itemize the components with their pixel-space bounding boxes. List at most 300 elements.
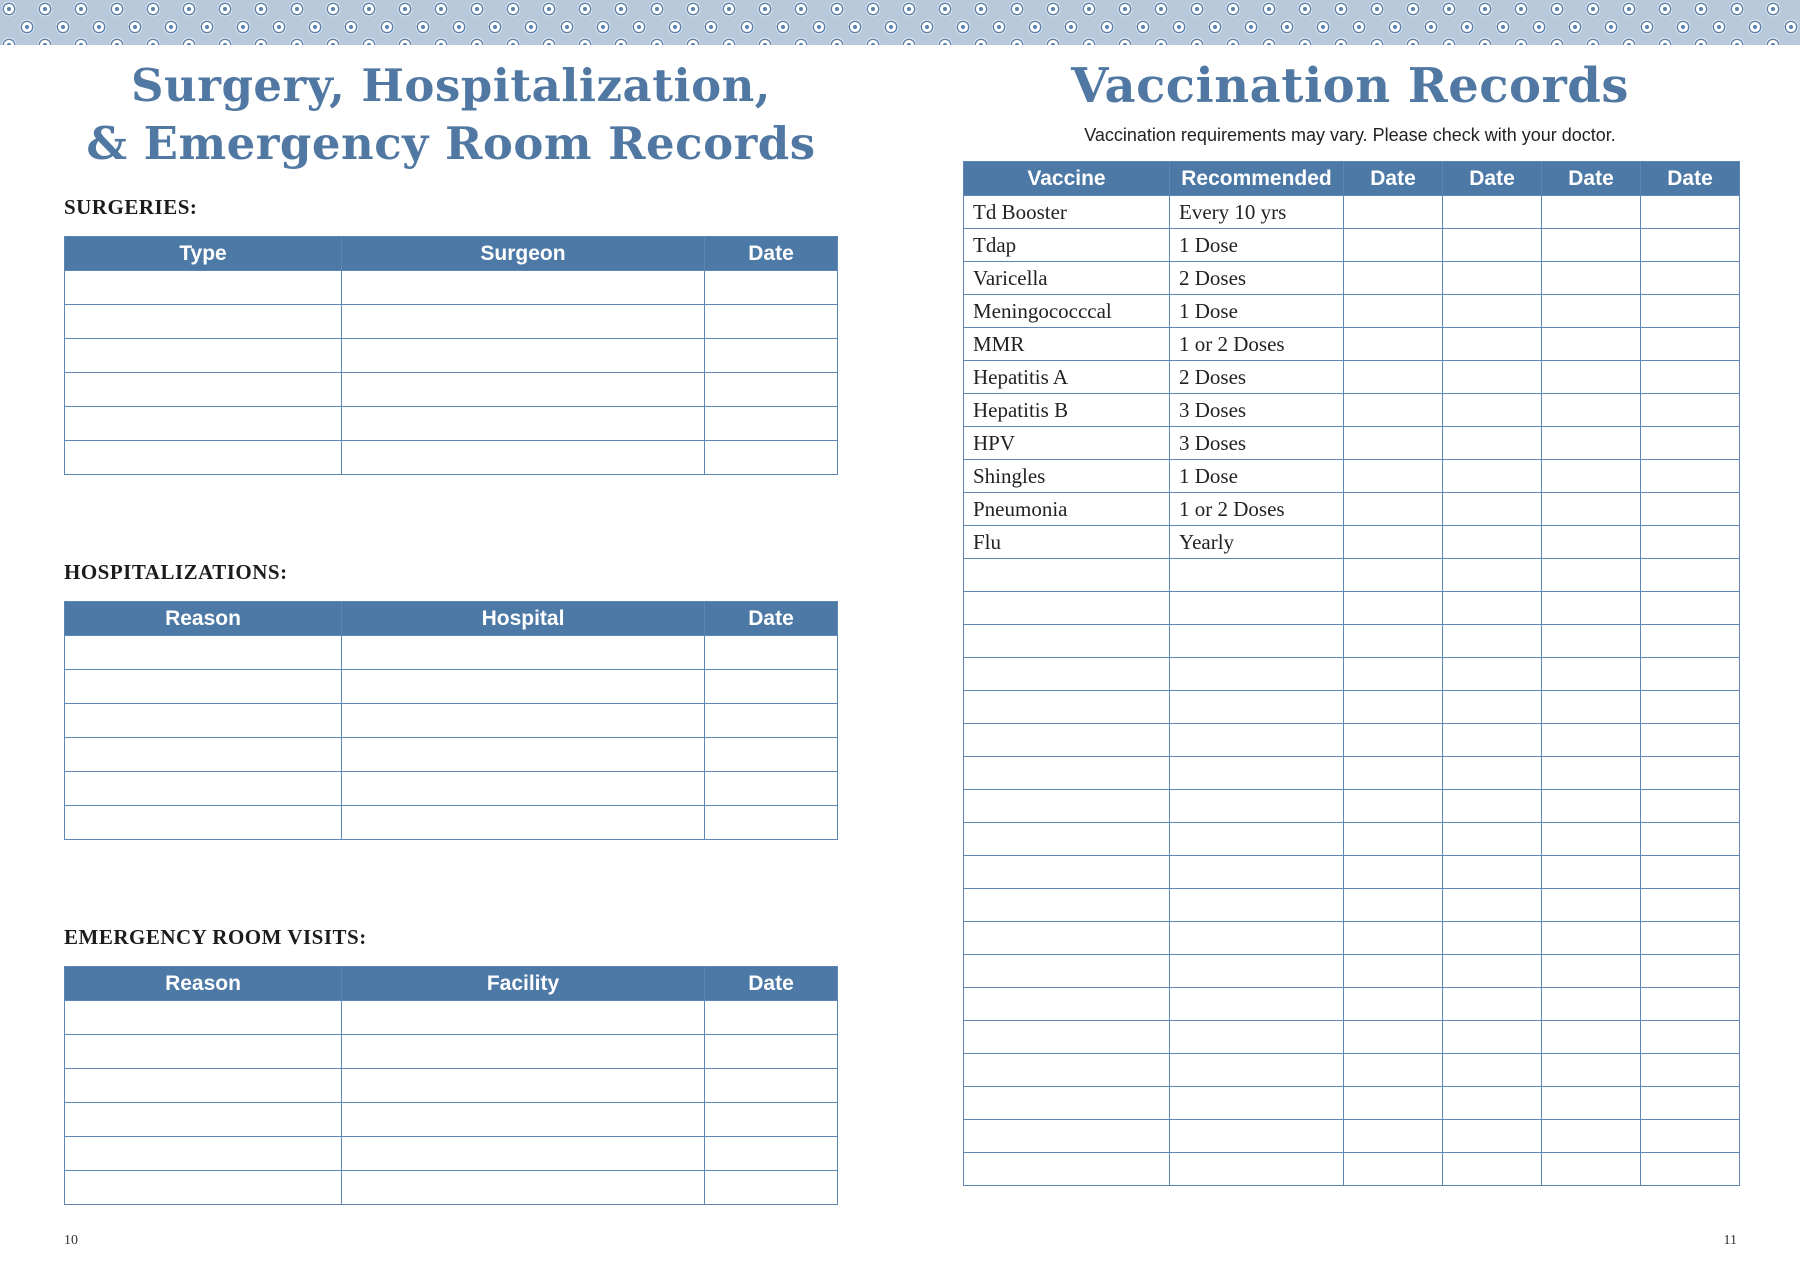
surgeries-table-row xyxy=(65,373,838,407)
vaccine-name-cell[interactable] xyxy=(964,625,1170,658)
surgeries-type-cell[interactable] xyxy=(65,373,342,407)
surgeries-surgeon-column-header: Surgeon xyxy=(342,237,705,271)
emergency-room-reason-column-header: Reason xyxy=(65,967,342,1001)
date-cell-1[interactable] xyxy=(1344,592,1443,625)
date-cell-1[interactable] xyxy=(1344,955,1443,988)
date-column-header-2: Date xyxy=(1443,162,1542,196)
vaccination-table-row xyxy=(964,625,1740,658)
recommended-dose-cell: 1 or 2 Doses xyxy=(1170,493,1344,526)
date-cell-3[interactable] xyxy=(1542,1120,1641,1153)
date-cell-3[interactable] xyxy=(1542,757,1641,790)
hospitalizations-date-cell[interactable] xyxy=(705,738,838,772)
date-cell-1[interactable] xyxy=(1344,1153,1443,1186)
hospitalizations-hospital-cell[interactable] xyxy=(342,738,705,772)
date-cell-3[interactable] xyxy=(1542,1021,1641,1054)
date-cell-4[interactable] xyxy=(1641,757,1740,790)
date-cell-1[interactable] xyxy=(1344,394,1443,427)
date-cell-4[interactable] xyxy=(1641,493,1740,526)
emergency-room-facility-cell[interactable] xyxy=(342,1069,705,1103)
recommended-dose-cell[interactable] xyxy=(1170,955,1344,988)
date-cell-2[interactable] xyxy=(1443,262,1542,295)
date-cell-4[interactable] xyxy=(1641,1120,1740,1153)
vaccine-name-cell[interactable] xyxy=(964,889,1170,922)
date-cell-1[interactable] xyxy=(1344,229,1443,262)
vaccine-name-cell[interactable] xyxy=(964,1153,1170,1186)
surgeries-date-cell[interactable] xyxy=(705,271,838,305)
date-cell-2[interactable] xyxy=(1443,328,1542,361)
hospitalizations-reason-cell[interactable] xyxy=(65,806,342,840)
vaccine-name-cell: Hepatitis B xyxy=(964,394,1170,427)
date-cell-1[interactable] xyxy=(1344,493,1443,526)
vaccination-table-row xyxy=(964,196,1740,229)
recommended-dose-cell: Every 10 yrs xyxy=(1170,196,1344,229)
date-cell-4[interactable] xyxy=(1641,526,1740,559)
date-cell-2[interactable] xyxy=(1443,757,1542,790)
vaccine-name-cell[interactable] xyxy=(964,691,1170,724)
date-cell-3[interactable] xyxy=(1542,493,1641,526)
date-cell-1[interactable] xyxy=(1344,361,1443,394)
hospitalizations-date-cell[interactable] xyxy=(705,636,838,670)
hospitalizations-hospital-cell[interactable] xyxy=(342,772,705,806)
emergency-room-visits-table-row xyxy=(65,1069,838,1103)
recommended-dose-cell[interactable] xyxy=(1170,1054,1344,1087)
recommended-dose-cell[interactable] xyxy=(1170,625,1344,658)
surgeries-date-cell[interactable] xyxy=(705,373,838,407)
vaccination-table-row xyxy=(964,493,1740,526)
hospitalizations-table-header-row xyxy=(65,602,838,636)
date-cell-4[interactable] xyxy=(1641,1054,1740,1087)
date-cell-1[interactable] xyxy=(1344,328,1443,361)
date-cell-4[interactable] xyxy=(1641,361,1740,394)
vaccination-table-row xyxy=(964,889,1740,922)
recommended-dose-cell[interactable] xyxy=(1170,790,1344,823)
hospitalizations-hospital-cell[interactable] xyxy=(342,704,705,738)
recommended-dose-cell[interactable] xyxy=(1170,856,1344,889)
date-cell-1[interactable] xyxy=(1344,1087,1443,1120)
vaccination-table-row xyxy=(964,559,1740,592)
date-cell-4[interactable] xyxy=(1641,427,1740,460)
hospitalizations-date-cell[interactable] xyxy=(705,670,838,704)
date-cell-3[interactable] xyxy=(1542,295,1641,328)
vaccine-name-cell[interactable] xyxy=(964,1087,1170,1120)
vaccination-table-row xyxy=(964,592,1740,625)
hospitalizations-hospital-cell[interactable] xyxy=(342,636,705,670)
vaccine-name-cell: Varicella xyxy=(964,262,1170,295)
vaccine-name-cell[interactable] xyxy=(964,823,1170,856)
date-cell-4[interactable] xyxy=(1641,625,1740,658)
date-cell-2[interactable] xyxy=(1443,856,1542,889)
recommended-dose-cell[interactable] xyxy=(1170,757,1344,790)
hospitalizations-reason-column-header: Reason xyxy=(65,602,342,636)
date-cell-4[interactable] xyxy=(1641,328,1740,361)
date-column-header-3: Date xyxy=(1542,162,1641,196)
vaccine-name-cell[interactable] xyxy=(964,955,1170,988)
date-cell-2[interactable] xyxy=(1443,592,1542,625)
recommended-dose-cell[interactable] xyxy=(1170,1153,1344,1186)
emergency-room-date-cell[interactable] xyxy=(705,1069,838,1103)
surgeries-date-cell[interactable] xyxy=(705,305,838,339)
date-cell-4[interactable] xyxy=(1641,460,1740,493)
date-cell-2[interactable] xyxy=(1443,889,1542,922)
left-page-title xyxy=(64,57,838,173)
date-cell-1[interactable] xyxy=(1344,691,1443,724)
vaccine-name-cell: Pneumonia xyxy=(964,493,1170,526)
date-cell-1[interactable] xyxy=(1344,889,1443,922)
date-cell-1[interactable] xyxy=(1344,427,1443,460)
vaccine-name-cell[interactable] xyxy=(964,1054,1170,1087)
surgeries-surgeon-cell[interactable] xyxy=(342,339,705,373)
hospitalizations-hospital-column-header: Hospital xyxy=(342,602,705,636)
date-cell-2[interactable] xyxy=(1443,625,1542,658)
date-cell-3[interactable] xyxy=(1542,955,1641,988)
surgeries-table xyxy=(64,236,838,475)
surgeries-type-cell[interactable] xyxy=(65,407,342,441)
surgeries-surgeon-cell[interactable] xyxy=(342,441,705,475)
emergency-room-facility-column-header: Facility xyxy=(342,967,705,1001)
hospitalizations-date-cell[interactable] xyxy=(705,704,838,738)
date-cell-3[interactable] xyxy=(1542,724,1641,757)
date-cell-3[interactable] xyxy=(1542,328,1641,361)
vaccination-table-row xyxy=(964,955,1740,988)
date-cell-2[interactable] xyxy=(1443,526,1542,559)
vaccination-table-row xyxy=(964,658,1740,691)
hospitalizations-reason-cell[interactable] xyxy=(65,704,342,738)
date-cell-1[interactable] xyxy=(1344,526,1443,559)
date-cell-3[interactable] xyxy=(1542,658,1641,691)
date-cell-3[interactable] xyxy=(1542,625,1641,658)
surgeries-date-column-header: Date xyxy=(705,237,838,271)
date-cell-4[interactable] xyxy=(1641,1153,1740,1186)
date-cell-4[interactable] xyxy=(1641,262,1740,295)
hospitalizations-table-row xyxy=(65,636,838,670)
hospitalizations-hospital-cell[interactable] xyxy=(342,806,705,840)
surgeries-type-column-header: Type xyxy=(65,237,342,271)
date-cell-1[interactable] xyxy=(1344,262,1443,295)
vaccine-name-cell[interactable] xyxy=(964,658,1170,691)
hospitalizations-table-row xyxy=(65,772,838,806)
date-cell-3[interactable] xyxy=(1542,559,1641,592)
recommended-dose-cell[interactable] xyxy=(1170,724,1344,757)
hospitalizations-reason-cell[interactable] xyxy=(65,772,342,806)
date-cell-3[interactable] xyxy=(1542,262,1641,295)
date-cell-1[interactable] xyxy=(1344,658,1443,691)
date-cell-2[interactable] xyxy=(1443,724,1542,757)
date-cell-2[interactable] xyxy=(1443,493,1542,526)
vaccine-name-cell[interactable] xyxy=(964,724,1170,757)
recommended-dose-cell: 2 Doses xyxy=(1170,361,1344,394)
date-cell-4[interactable] xyxy=(1641,988,1740,1021)
emergency-room-reason-cell[interactable] xyxy=(65,1137,342,1171)
date-cell-3[interactable] xyxy=(1542,889,1641,922)
surgeries-table-row xyxy=(65,407,838,441)
date-cell-2[interactable] xyxy=(1443,361,1542,394)
date-cell-1[interactable] xyxy=(1344,790,1443,823)
date-cell-4[interactable] xyxy=(1641,856,1740,889)
emergency-room-facility-cell[interactable] xyxy=(342,1137,705,1171)
date-cell-4[interactable] xyxy=(1641,823,1740,856)
date-cell-2[interactable] xyxy=(1443,955,1542,988)
emergency-room-date-cell[interactable] xyxy=(705,1001,838,1035)
date-cell-3[interactable] xyxy=(1542,229,1641,262)
hospitalizations-table-row xyxy=(65,704,838,738)
recommended-dose-cell: 1 Dose xyxy=(1170,460,1344,493)
emergency-room-facility-cell[interactable] xyxy=(342,1103,705,1137)
date-cell-3[interactable] xyxy=(1542,790,1641,823)
date-cell-3[interactable] xyxy=(1542,592,1641,625)
emergency-room-date-cell[interactable] xyxy=(705,1171,838,1205)
vaccine-name-cell[interactable] xyxy=(964,1021,1170,1054)
recommended-dose-cell[interactable] xyxy=(1170,1087,1344,1120)
surgeries-table-row xyxy=(65,339,838,373)
date-cell-3[interactable] xyxy=(1542,361,1641,394)
surgeries-surgeon-cell[interactable] xyxy=(342,373,705,407)
recommended-dose-cell: 1 Dose xyxy=(1170,295,1344,328)
page-number-left: 10 xyxy=(64,1233,78,1248)
date-cell-1[interactable] xyxy=(1344,460,1443,493)
hospitalizations-date-cell[interactable] xyxy=(705,806,838,840)
vaccination-table-row xyxy=(964,790,1740,823)
date-cell-2[interactable] xyxy=(1443,988,1542,1021)
emergency-room-facility-cell[interactable] xyxy=(342,1171,705,1205)
left-page-title-line-2: & Emergency Room Records xyxy=(86,117,816,170)
recommended-dose-cell: 1 Dose xyxy=(1170,229,1344,262)
recommended-dose-cell: 1 or 2 Doses xyxy=(1170,328,1344,361)
date-cell-3[interactable] xyxy=(1542,427,1641,460)
surgeries-date-cell[interactable] xyxy=(705,441,838,475)
vaccination-records-title: Vaccination Records xyxy=(1071,58,1629,114)
vaccination-table-row xyxy=(964,988,1740,1021)
date-cell-4[interactable] xyxy=(1641,592,1740,625)
emergency-room-reason-cell[interactable] xyxy=(65,1171,342,1205)
date-cell-1[interactable] xyxy=(1344,922,1443,955)
date-cell-3[interactable] xyxy=(1542,460,1641,493)
left-page-title-line-1: Surgery, Hospitalization, xyxy=(131,59,771,112)
vaccination-table-row xyxy=(964,229,1740,262)
vaccine-name-cell[interactable] xyxy=(964,856,1170,889)
date-cell-1[interactable] xyxy=(1344,856,1443,889)
date-cell-2[interactable] xyxy=(1443,823,1542,856)
hospitalizations-date-cell[interactable] xyxy=(705,772,838,806)
emergency-room-visits-table-row xyxy=(65,1171,838,1205)
date-cell-1[interactable] xyxy=(1344,823,1443,856)
date-cell-1[interactable] xyxy=(1344,757,1443,790)
date-cell-4[interactable] xyxy=(1641,1021,1740,1054)
date-cell-4[interactable] xyxy=(1641,889,1740,922)
vaccine-name-cell[interactable] xyxy=(964,988,1170,1021)
hospitalizations-date-column-header: Date xyxy=(705,602,838,636)
date-cell-4[interactable] xyxy=(1641,790,1740,823)
date-cell-4[interactable] xyxy=(1641,658,1740,691)
date-cell-2[interactable] xyxy=(1443,658,1542,691)
vaccine-name-cell: Flu xyxy=(964,526,1170,559)
date-cell-2[interactable] xyxy=(1443,394,1542,427)
date-cell-2[interactable] xyxy=(1443,295,1542,328)
recommended-dose-cell[interactable] xyxy=(1170,1120,1344,1153)
vaccine-name-cell: MMR xyxy=(964,328,1170,361)
date-cell-4[interactable] xyxy=(1641,394,1740,427)
date-cell-1[interactable] xyxy=(1344,625,1443,658)
date-cell-2[interactable] xyxy=(1443,1087,1542,1120)
vaccination-table-row xyxy=(964,460,1740,493)
date-cell-2[interactable] xyxy=(1443,460,1542,493)
date-cell-4[interactable] xyxy=(1641,229,1740,262)
date-cell-2[interactable] xyxy=(1443,922,1542,955)
vaccination-table-row xyxy=(964,724,1740,757)
date-cell-2[interactable] xyxy=(1443,790,1542,823)
date-cell-3[interactable] xyxy=(1542,526,1641,559)
vaccination-table-row xyxy=(964,1087,1740,1120)
date-cell-1[interactable] xyxy=(1344,196,1443,229)
vaccine-column-header: Vaccine xyxy=(964,162,1170,196)
recommended-dose-cell[interactable] xyxy=(1170,1021,1344,1054)
surgeries-surgeon-cell[interactable] xyxy=(342,305,705,339)
vaccine-name-cell[interactable] xyxy=(964,1120,1170,1153)
date-cell-3[interactable] xyxy=(1542,922,1641,955)
vaccination-table-row xyxy=(964,361,1740,394)
surgeries-surgeon-cell[interactable] xyxy=(342,407,705,441)
emergency-room-facility-cell[interactable] xyxy=(342,1035,705,1069)
emergency-room-facility-cell[interactable] xyxy=(342,1001,705,1035)
date-cell-2[interactable] xyxy=(1443,559,1542,592)
recommended-dose-cell: 3 Doses xyxy=(1170,394,1344,427)
vaccine-name-cell: Shingles xyxy=(964,460,1170,493)
date-cell-4[interactable] xyxy=(1641,1087,1740,1120)
recommended-dose-cell[interactable] xyxy=(1170,691,1344,724)
date-cell-4[interactable] xyxy=(1641,724,1740,757)
recommended-dose-cell: 2 Doses xyxy=(1170,262,1344,295)
hospitalizations-table-row xyxy=(65,738,838,772)
emergency-room-visits-table-row xyxy=(65,1103,838,1137)
recommended-dose-cell[interactable] xyxy=(1170,988,1344,1021)
recommended-dose-cell[interactable] xyxy=(1170,823,1344,856)
date-cell-3[interactable] xyxy=(1542,691,1641,724)
hospitalizations-reason-cell[interactable] xyxy=(65,738,342,772)
emergency-room-date-column-header: Date xyxy=(705,967,838,1001)
date-cell-4[interactable] xyxy=(1641,922,1740,955)
date-cell-3[interactable] xyxy=(1542,1087,1641,1120)
vaccination-table-row xyxy=(964,328,1740,361)
vaccine-name-cell: Meningococccal xyxy=(964,295,1170,328)
emergency-room-visits-table-row xyxy=(65,1035,838,1069)
date-cell-3[interactable] xyxy=(1542,1054,1641,1087)
recommended-dose-cell[interactable] xyxy=(1170,559,1344,592)
emergency-room-reason-cell[interactable] xyxy=(65,1035,342,1069)
date-cell-1[interactable] xyxy=(1344,1054,1443,1087)
recommended-dose-cell[interactable] xyxy=(1170,592,1344,625)
recommended-dose-cell[interactable] xyxy=(1170,658,1344,691)
vaccine-name-cell[interactable] xyxy=(964,757,1170,790)
vaccine-name-cell: Td Booster xyxy=(964,196,1170,229)
date-column-header-1: Date xyxy=(1344,162,1443,196)
page-number-right: 11 xyxy=(1723,1233,1737,1248)
date-cell-1[interactable] xyxy=(1344,559,1443,592)
emergency-room-reason-cell[interactable] xyxy=(65,1001,342,1035)
date-cell-2[interactable] xyxy=(1443,427,1542,460)
vaccine-name-cell[interactable] xyxy=(964,559,1170,592)
hospitalizations-reason-cell[interactable] xyxy=(65,636,342,670)
vaccine-name-cell[interactable] xyxy=(964,592,1170,625)
surgeries-date-cell[interactable] xyxy=(705,339,838,373)
date-cell-1[interactable] xyxy=(1344,1021,1443,1054)
vaccination-table-row xyxy=(964,1120,1740,1153)
surgeries-type-cell[interactable] xyxy=(65,441,342,475)
emergency-room-visits-table xyxy=(64,966,838,1205)
emergency-room-reason-cell[interactable] xyxy=(65,1103,342,1137)
vaccination-table-row xyxy=(964,295,1740,328)
date-cell-2[interactable] xyxy=(1443,1054,1542,1087)
right-page xyxy=(900,45,1800,1279)
date-cell-1[interactable] xyxy=(1344,295,1443,328)
emergency-room-reason-cell[interactable] xyxy=(65,1069,342,1103)
date-cell-3[interactable] xyxy=(1542,196,1641,229)
recommended-dose-cell[interactable] xyxy=(1170,889,1344,922)
surgeries-table-row xyxy=(65,271,838,305)
recommended-dose-cell[interactable] xyxy=(1170,922,1344,955)
date-cell-3[interactable] xyxy=(1542,394,1641,427)
date-cell-2[interactable] xyxy=(1443,1120,1542,1153)
surgeries-table-row xyxy=(65,441,838,475)
date-cell-2[interactable] xyxy=(1443,1153,1542,1186)
date-cell-1[interactable] xyxy=(1344,1120,1443,1153)
date-cell-2[interactable] xyxy=(1443,1021,1542,1054)
vaccination-table-row xyxy=(964,856,1740,889)
surgeries-surgeon-cell[interactable] xyxy=(342,271,705,305)
surgeries-label: SURGERIES: xyxy=(64,195,198,219)
hospitalizations-label: HOSPITALIZATIONS: xyxy=(64,560,288,584)
date-cell-1[interactable] xyxy=(1344,724,1443,757)
vaccination-table-row xyxy=(964,922,1740,955)
date-column-header-4: Date xyxy=(1641,162,1740,196)
vaccine-name-cell[interactable] xyxy=(964,790,1170,823)
date-cell-1[interactable] xyxy=(1344,988,1443,1021)
hospitalizations-hospital-cell[interactable] xyxy=(342,670,705,704)
emergency-room-date-cell[interactable] xyxy=(705,1035,838,1069)
vaccine-name-cell[interactable] xyxy=(964,922,1170,955)
vaccination-table-row xyxy=(964,823,1740,856)
recommended-dose-cell: Yearly xyxy=(1170,526,1344,559)
date-cell-2[interactable] xyxy=(1443,691,1542,724)
surgeries-date-cell[interactable] xyxy=(705,407,838,441)
date-cell-4[interactable] xyxy=(1641,295,1740,328)
date-cell-3[interactable] xyxy=(1542,856,1641,889)
surgeries-type-cell[interactable] xyxy=(65,305,342,339)
date-cell-3[interactable] xyxy=(1542,988,1641,1021)
vaccination-table-row xyxy=(964,1054,1740,1087)
date-cell-2[interactable] xyxy=(1443,196,1542,229)
date-cell-3[interactable] xyxy=(1542,823,1641,856)
surgeries-type-cell[interactable] xyxy=(65,339,342,373)
hospitalizations-table-row xyxy=(65,806,838,840)
surgeries-table-header-row xyxy=(65,237,838,271)
date-cell-4[interactable] xyxy=(1641,559,1740,592)
vaccination-table-row xyxy=(964,427,1740,460)
vaccine-name-cell: Hepatitis A xyxy=(964,361,1170,394)
date-cell-3[interactable] xyxy=(1542,1153,1641,1186)
emergency-room-date-cell[interactable] xyxy=(705,1137,838,1171)
date-cell-2[interactable] xyxy=(1443,229,1542,262)
emergency-room-visits-table-row xyxy=(65,1137,838,1171)
date-cell-4[interactable] xyxy=(1641,691,1740,724)
vaccination-table-row xyxy=(964,1153,1740,1186)
hospitalizations-table-row xyxy=(65,670,838,704)
surgeries-type-cell[interactable] xyxy=(65,271,342,305)
date-cell-4[interactable] xyxy=(1641,196,1740,229)
emergency-room-visits-table-row xyxy=(65,1001,838,1035)
emergency-room-date-cell[interactable] xyxy=(705,1103,838,1137)
date-cell-4[interactable] xyxy=(1641,955,1740,988)
left-page xyxy=(0,45,900,1279)
hospitalizations-reason-cell[interactable] xyxy=(65,670,342,704)
